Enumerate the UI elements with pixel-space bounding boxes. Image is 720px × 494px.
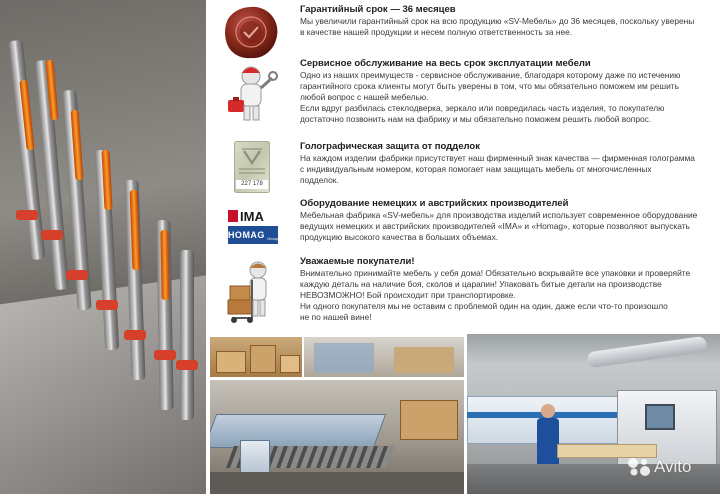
drill-collar [176, 360, 198, 370]
drill-collar [124, 330, 146, 340]
equipment-title: Оборудование немецких и австрийских производителей [300, 198, 569, 209]
text-line: каждую деталь на наличие боя, сколов и царапин! Упаковать битые детали на производстве [300, 279, 662, 289]
text-line: ведущих немецких и австрийских производителей «IMA» и «Homag», которые позволяют выпускать [300, 221, 690, 231]
text-line: не по нашей вине! [300, 312, 372, 322]
drill-collar [41, 230, 63, 240]
text-line: Если вдруг разбилась стеклодверка, зеркало или повредилась часть изделия, то покупателю [300, 103, 665, 113]
warehouse-photo [210, 337, 302, 377]
drill-bits-photo [0, 0, 206, 494]
operator-head [541, 404, 555, 418]
avito-watermark [626, 456, 692, 478]
hologram-title: Голографическая защита от подделок [300, 141, 480, 152]
conveyor [210, 414, 386, 448]
drill-collar [96, 300, 118, 310]
wax-seal-icon [222, 4, 280, 62]
equipment-section [222, 198, 712, 254]
service-section [222, 58, 712, 138]
customers-title: Уважаемые покупатели! [300, 256, 415, 267]
avito-watermark-text: Avito [654, 457, 692, 476]
repairman-icon [222, 64, 280, 122]
drill-collar [154, 350, 176, 360]
ima-logo-text: IMA [240, 208, 264, 224]
customers-section [222, 256, 712, 332]
homag-logo [228, 226, 278, 244]
workshop-photo-top [304, 337, 464, 377]
equipment-text [300, 210, 708, 243]
box-stack [280, 355, 300, 373]
hologram-icon [234, 141, 270, 193]
text-line: Ни одного покупателя мы не оставим с проблемой один на один, даже если что-то произошло [300, 301, 668, 311]
hologram-number: 227 178 [236, 180, 268, 189]
ima-logo-mark [228, 210, 238, 222]
text-line: Одно из наших преимуществ - сервисное обслуживание, благодаря которому даже по истечению [300, 70, 681, 80]
text-line: На каждом изделии фабрики присутствует наш фирменный знак качества — фирменная голограмма [300, 153, 695, 163]
text-line: в качестве нашей продукции и несем полную ответственность за нее. [300, 27, 573, 37]
workshop-photo [210, 380, 464, 494]
text-line: НЕВОЗМОЖНО! Бой происходит при транспортировке. [300, 290, 516, 300]
text-line: Внимательно принимайте мебель у себя дома! Обязательно вскрывайте все упаковки и проверяйте [300, 268, 691, 278]
homag-logo-text: HOMAG [227, 230, 265, 240]
drill-collar [66, 270, 88, 280]
text-line: подделок. [300, 175, 339, 185]
box-stack [250, 345, 276, 373]
warranty-title: Гарантийный срок — 36 месяцев [300, 4, 456, 15]
box-stack [216, 351, 246, 373]
floor [210, 472, 464, 494]
text-line: с индивидуальным номером, которая помогает нам защищать мебель от многочисленных [300, 164, 652, 174]
warranty-text [300, 16, 708, 38]
control-screen [645, 404, 675, 430]
drill-collar [16, 210, 38, 220]
drill-tip [160, 230, 169, 300]
text-line: продукцию высокого качества в больших объемах. [300, 232, 499, 242]
text-line: Мебельная фабрика «SV-мебель» для производства изделий использует современное оборудование [300, 210, 698, 220]
homag-logo-sub: Group [266, 235, 279, 241]
wood-stack [400, 400, 458, 440]
rack [394, 347, 454, 373]
ima-logo [228, 208, 278, 224]
text-line: Мы увеличили гарантийный срок на всю продукцию «SV-Мебель» до 36 месяцев, поскольку уверены [300, 16, 695, 26]
manufacturer-logos-icon [222, 208, 280, 248]
rack [314, 343, 374, 373]
text-line: любой вопрос с нашей мебелью. [300, 92, 429, 102]
service-title: Сервисное обслуживание на весь срок эксплуатации мебели [300, 58, 591, 69]
service-text [300, 70, 708, 125]
text-line: гарантийного срока клиенты могут быть уверены в том, что мы обязательно поможем им решить [300, 81, 679, 91]
drill-bit [180, 250, 194, 420]
customers-text [300, 268, 708, 323]
text-line: достаточно позвонить нам на фабрику и мы обязательно поможем решить любой вопрос. [300, 114, 652, 124]
warranty-section [222, 4, 712, 54]
hologram-text [300, 153, 708, 186]
hologram-section [222, 141, 712, 197]
delivery-man-icon [222, 260, 280, 326]
avito-dots-icon [626, 457, 652, 477]
